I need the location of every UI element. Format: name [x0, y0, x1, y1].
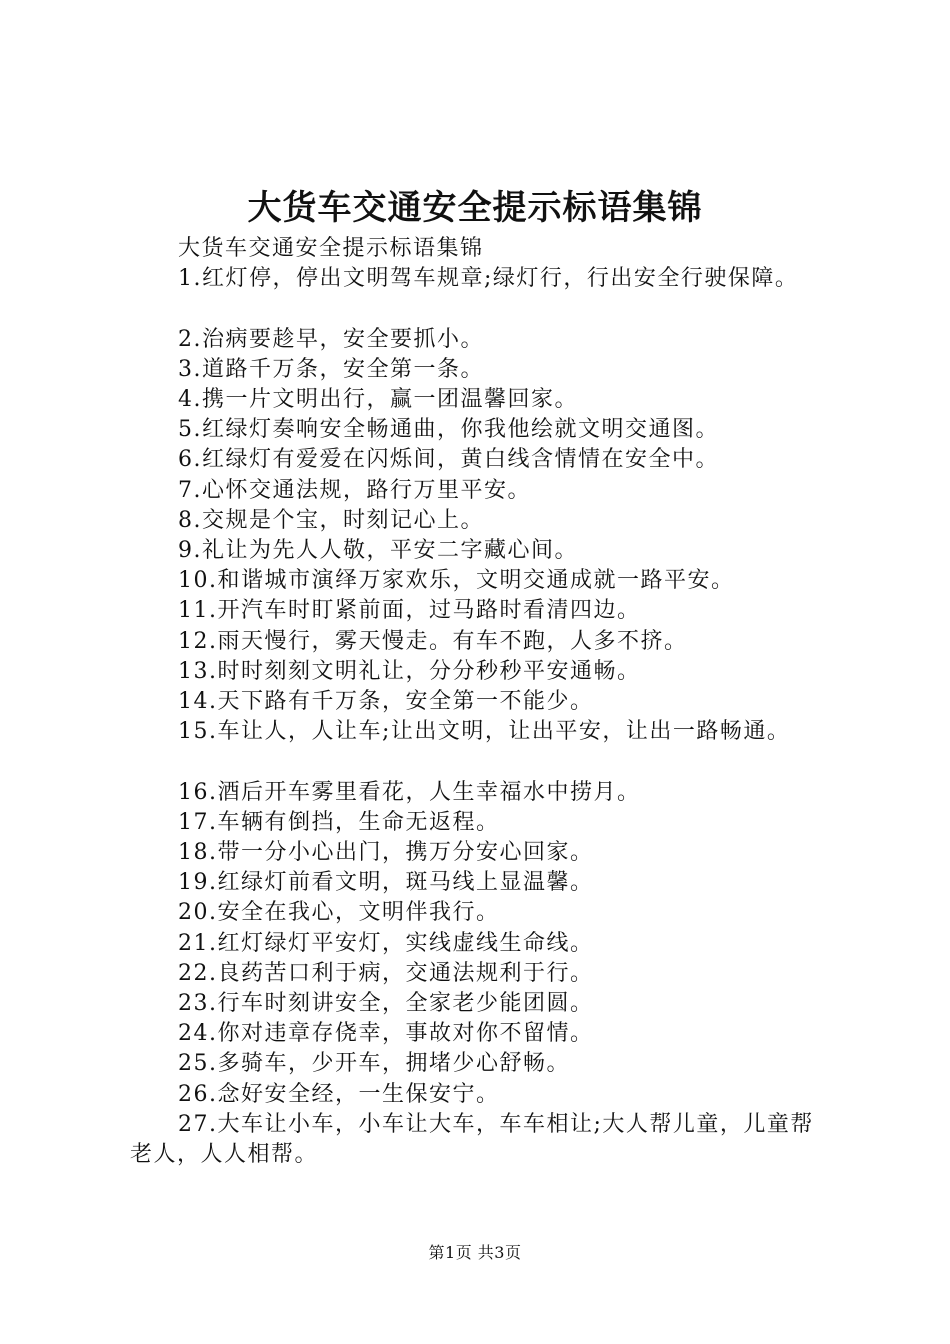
slogan-item: 4.携一片文明出行，赢一团温馨回家。 [178, 387, 578, 412]
slogan-item: 22.良药苦口利于病，交通法规利于行。 [178, 960, 594, 986]
document-body [130, 234, 850, 1170]
slogan-item: 9.礼让为先人人敬，平安二字藏心间。 [178, 538, 578, 564]
slogan-item: 7.心怀交通法规，路行万里平安。 [178, 477, 531, 503]
slogan-item: 25.多骑车，少开车，拥堵少心舒畅。 [178, 1051, 570, 1077]
slogan-item: 26.念好安全经，一生保安宁。 [178, 1081, 500, 1107]
slogan-item: 1.红灯停，停出文明驾车规章;绿灯行，行出安全行驶保障。 [178, 266, 799, 292]
slogan-item: 11.开汽车时盯紧前面，过马路时看清四边。 [178, 598, 641, 624]
page-footer: 第1页 共3页 [428, 1243, 522, 1262]
slogan-item: 21.红灯绿灯平安灯，实线虚线生命线。 [178, 930, 594, 956]
slogan-item: 15.车让人，人让车;让出文明，让出平安，让出一路畅通。 [178, 719, 791, 745]
slogan-item: 20.安全在我心，文明伴我行。 [178, 900, 500, 926]
slogan-item: 17.车辆有倒挡，生命无返程。 [178, 809, 500, 835]
slogan-item: 12.雨天慢行，雾天慢走。有车不跑，人多不挤。 [178, 628, 688, 654]
slogan-item: 18.带一分小心出门，携万分安心回家。 [178, 840, 594, 866]
slogan-item: 2.治病要趁早，安全要抓小。 [178, 326, 484, 352]
slogan-item: 3.道路千万条，安全第一条。 [178, 356, 484, 382]
slogan-item: 6.红绿灯有爱爱在闪烁间，黄白线含情情在安全中。 [178, 447, 719, 473]
slogan-item: 13.时时刻刻文明礼让，分分秒秒平安通畅。 [178, 658, 641, 684]
slogan-item: 19.红绿灯前看文明，斑马线上显温馨。 [178, 870, 594, 896]
slogan-item: 10.和谐城市演绎万家欢乐，文明交通成就一路平安。 [178, 568, 735, 594]
slogan-item: 27.大车让小车，小车让大车，车车相让;大人帮儿童，儿童帮老人，人人相帮。 [130, 1111, 814, 1168]
slogan-item: 24.你对违章存侥幸，事故对你不留情。 [178, 1021, 594, 1047]
slogan-item: 8.交规是个宝，时刻记心上。 [178, 507, 484, 533]
slogan-item: 16.酒后开车雾里看花，人生幸福水中捞月。 [178, 779, 641, 805]
document-title: 大货车交通安全提示标语集锦 [247, 188, 703, 228]
document-subtitle: 大货车交通安全提示标语集锦 [178, 236, 484, 261]
slogan-item: 14.天下路有千万条，安全第一不能少。 [178, 689, 594, 715]
slogan-item: 23.行车时刻讲安全，全家老少能团圆。 [178, 991, 594, 1017]
slogan-item: 5.红绿灯奏响安全畅通曲，你我他绘就文明交通图。 [178, 417, 719, 443]
